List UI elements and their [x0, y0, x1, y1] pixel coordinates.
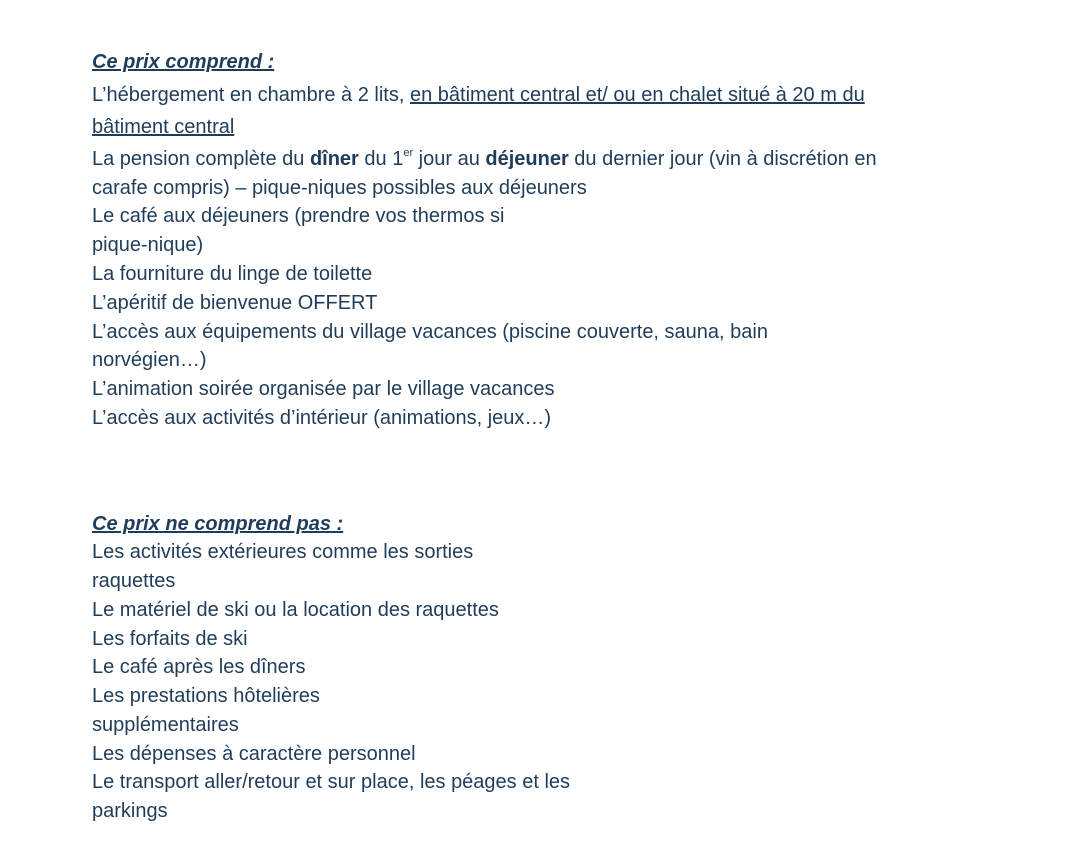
- included-item: L’animation soirée organisée par le village vacances: [92, 378, 555, 400]
- included-item: norvégien…): [92, 349, 207, 371]
- included-item: La fourniture du linge de toilette: [92, 263, 373, 285]
- excluded-item: Le transport aller/retour et sur place, les péages et les: [92, 771, 571, 793]
- excluded-item: parkings: [92, 800, 168, 822]
- included-item: Le café aux déjeuners (prendre vos thermos si: [92, 205, 505, 227]
- included-item: L’apéritif de bienvenue OFFERT: [92, 292, 378, 314]
- included-item: L’accès aux équipements du village vacances (piscine couverte, sauna, bain: [92, 321, 768, 343]
- excluded-item: Le café après les dîners: [92, 656, 306, 678]
- excluded-item: Le matériel de ski ou la location des raquettes: [92, 599, 499, 621]
- board-diner: dîner: [309, 148, 359, 170]
- excluded-item: Les forfaits de ski: [92, 628, 248, 650]
- board-line-2: carafe compris) – pique-niques possibles aux déjeuners: [92, 177, 587, 199]
- board-sup: er: [403, 147, 414, 159]
- board-line-1: [92, 147, 877, 171]
- included-item: pique-nique): [92, 234, 204, 256]
- board-text-6: du dernier jour (vin à discrétion en: [568, 148, 877, 170]
- included-heading: Ce prix comprend :: [92, 51, 275, 73]
- board-text-4: jour au: [413, 148, 486, 170]
- excluded-item: Les prestations hôtelières: [92, 685, 320, 707]
- excluded-item: Les dépenses à caractère personnel: [92, 743, 416, 765]
- excluded-heading: Ce prix ne comprend pas :: [92, 513, 344, 535]
- excluded-item: Les activités extérieures comme les sorties: [92, 541, 474, 563]
- lodging-underlined-1: en bâtiment central et/ ou en chalet situé à 20 m du: [409, 84, 865, 106]
- board-text-3: du 1: [358, 148, 404, 170]
- lodging-prefix: L’hébergement en chambre à 2 lits,: [92, 84, 410, 106]
- included-item: L’accès aux activités d’intérieur (animations, jeux…): [92, 407, 552, 429]
- excluded-item: raquettes: [92, 570, 176, 592]
- lodging-line-1: [92, 83, 865, 107]
- board-dejeuner: déjeuner: [485, 148, 569, 170]
- excluded-item: supplémentaires: [92, 714, 239, 736]
- lodging-underlined-2: bâtiment central: [92, 116, 235, 138]
- board-text-1: La pension complète du: [92, 148, 310, 170]
